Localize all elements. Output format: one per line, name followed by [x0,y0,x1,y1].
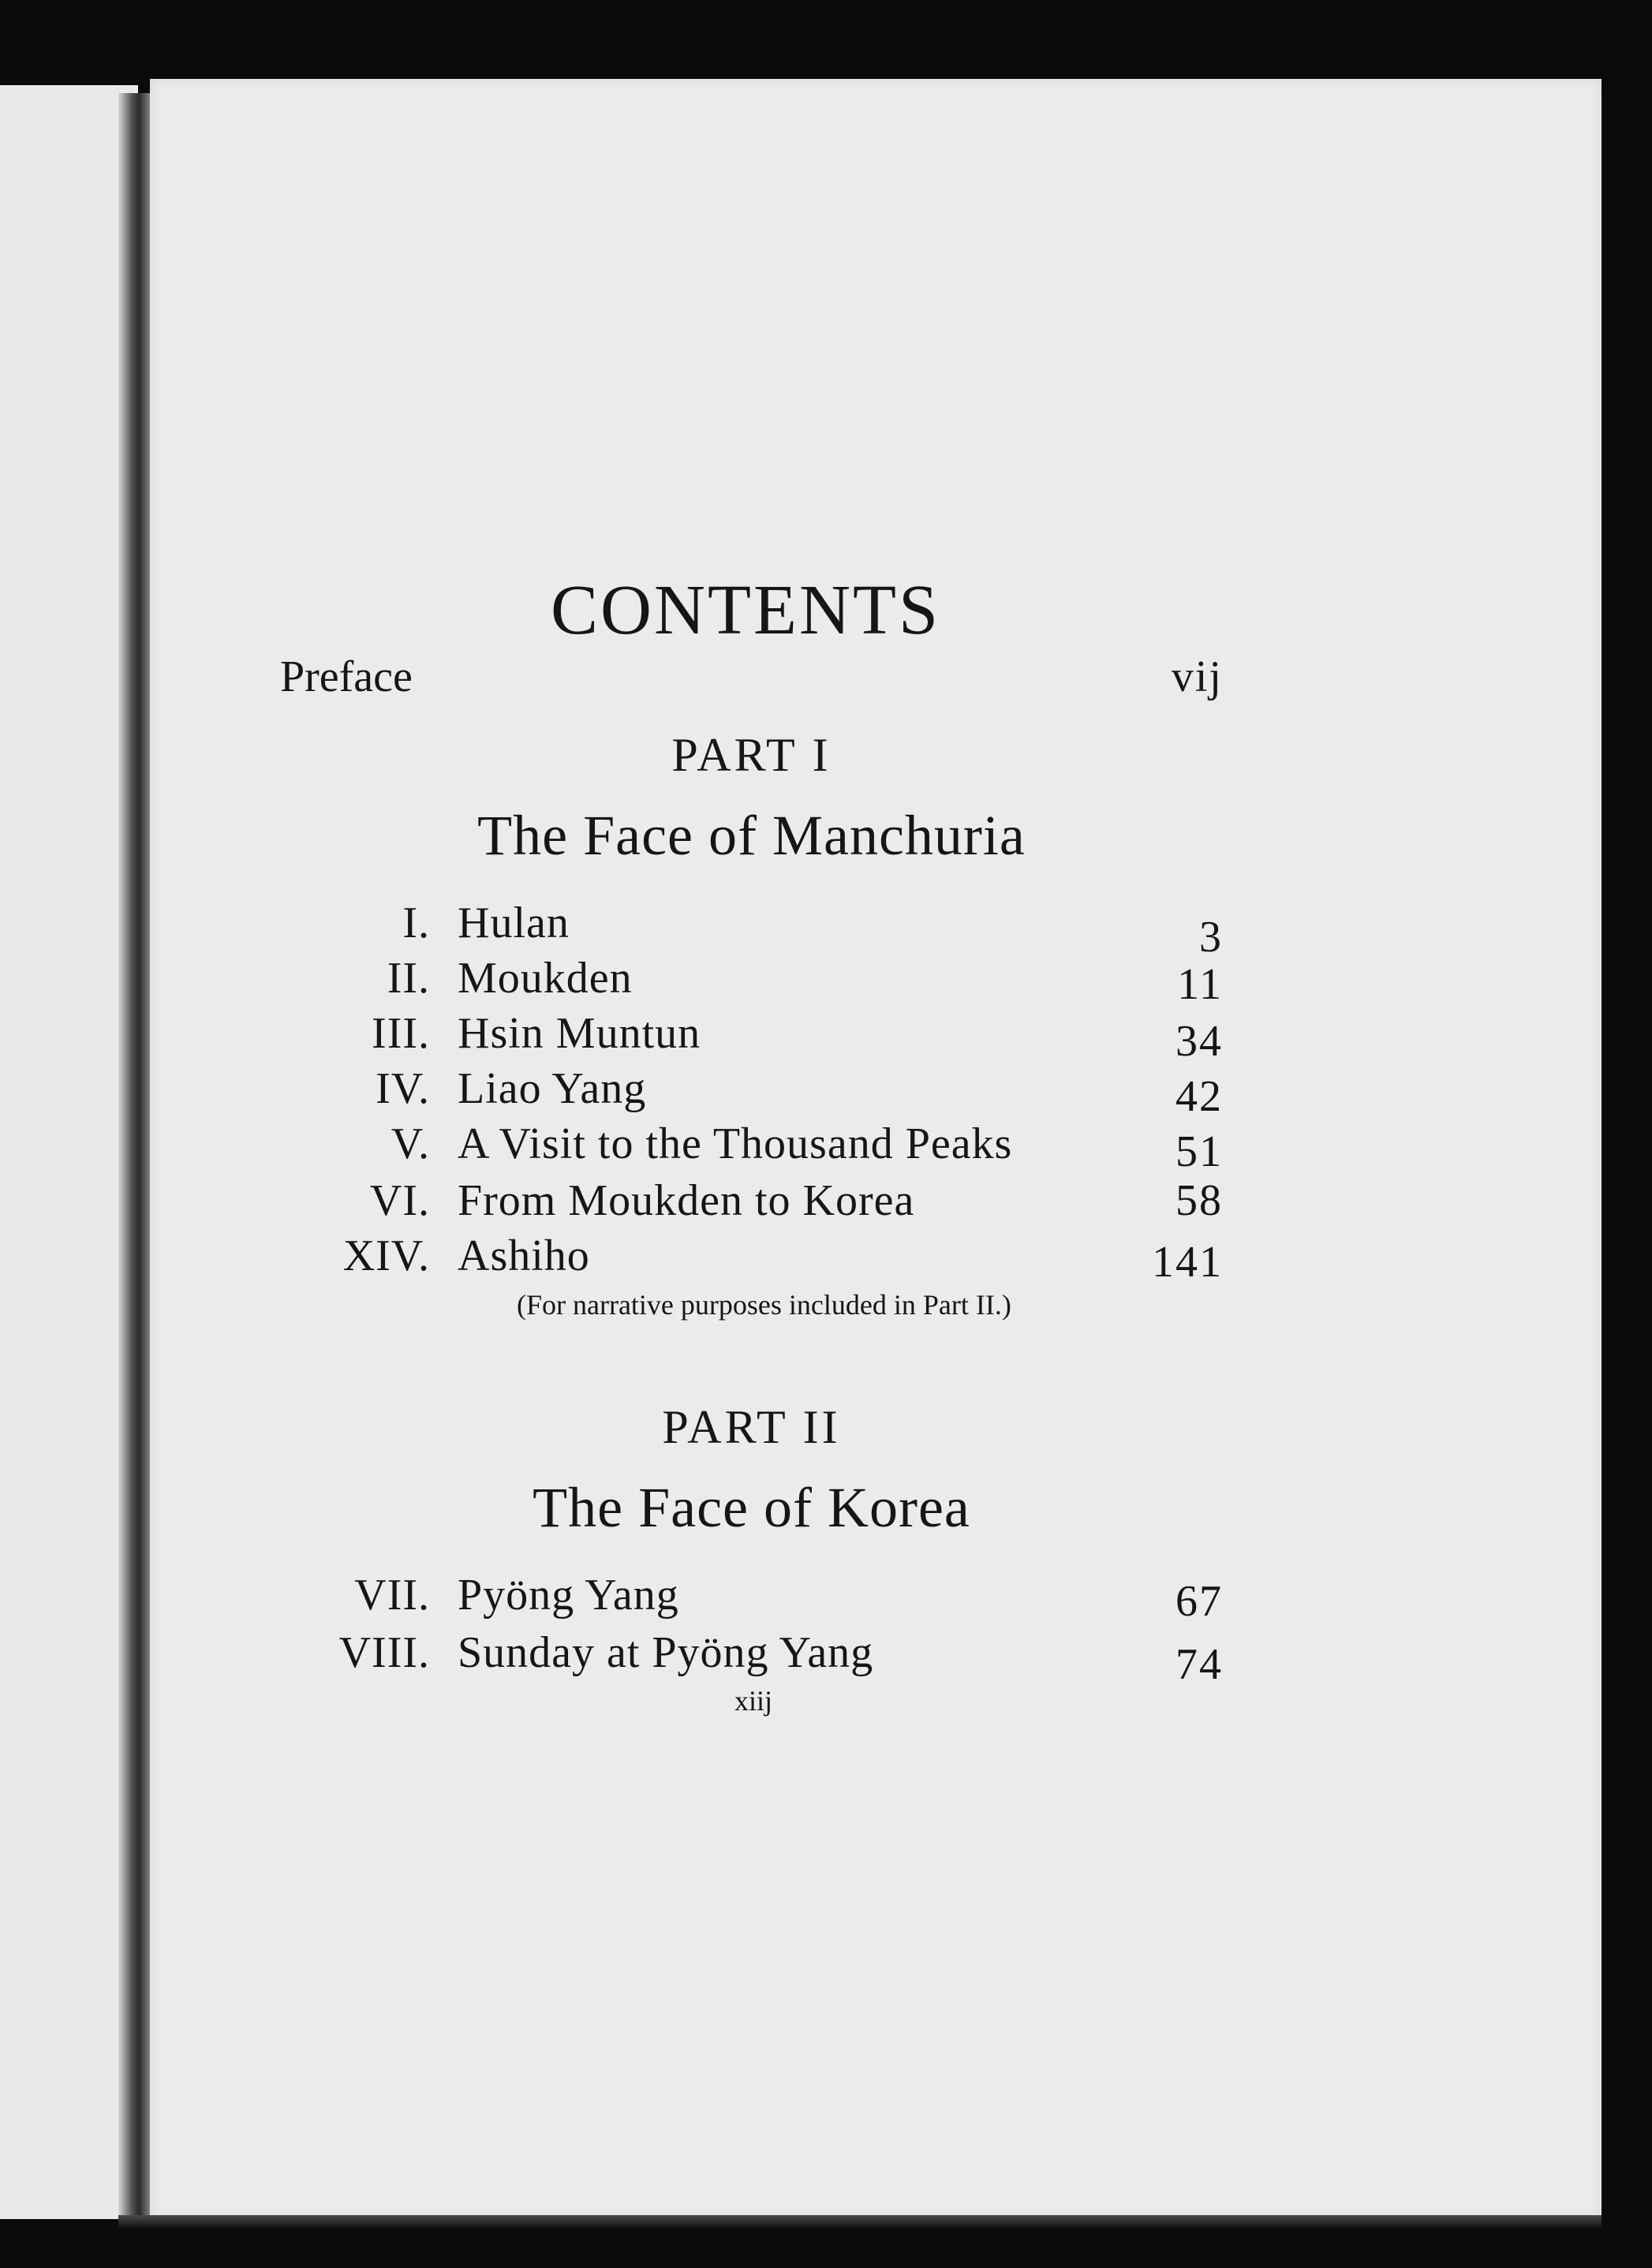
chapter-number: IV. [376,1064,430,1113]
chapter-number: I. [402,899,430,947]
part-2-heading: PART II [662,1401,841,1453]
chapter-page: 51 [1175,1127,1223,1176]
chapter-number: III. [372,1009,430,1058]
chapter-title: Moukden [458,954,633,1003]
chapter-title: Pyöng Yang [458,1571,679,1620]
chapter-page: 58 [1175,1176,1223,1225]
page-folio: xiij [734,1685,772,1717]
chapter-title: A Visit to the Thousand Peaks [458,1119,1013,1168]
part-1-note: (For narrative purposes included in Part II.) [517,1289,1011,1321]
chapter-title: Sunday at Pyöng Yang [458,1628,874,1677]
chapter-title: Hsin Muntun [458,1009,701,1058]
part-1-subtitle: The Face of Manchuria [477,804,1026,867]
chapter-page: 67 [1175,1577,1223,1626]
chapter-title: Hulan [458,899,570,947]
chapter-number: VIII. [338,1628,430,1677]
chapter-title: Liao Yang [458,1064,647,1113]
chapter-number: II. [387,954,430,1003]
page-bottom-edge [118,2215,1602,2229]
part-1-heading: PART I [671,729,832,781]
left-page-edge [0,85,138,2219]
chapter-page: 11 [1177,960,1223,1009]
page-title: CONTENTS [551,571,940,649]
preface-label: Preface [280,652,413,701]
chapter-page: 141 [1152,1238,1223,1287]
chapter-number: V. [391,1119,430,1168]
chapter-page: 34 [1175,1017,1223,1066]
chapter-title: Ashiho [458,1231,590,1280]
preface-page: vij [1171,652,1223,701]
chapter-number: XIV. [342,1231,430,1280]
chapter-number: VII. [354,1571,430,1620]
chapter-page: 42 [1175,1072,1223,1121]
chapter-page: 74 [1175,1640,1223,1689]
chapter-number: VI. [369,1176,430,1225]
part-2-subtitle: The Face of Korea [533,1476,970,1539]
chapter-page: 3 [1199,913,1223,962]
chapter-title: From Moukden to Korea [458,1176,915,1225]
